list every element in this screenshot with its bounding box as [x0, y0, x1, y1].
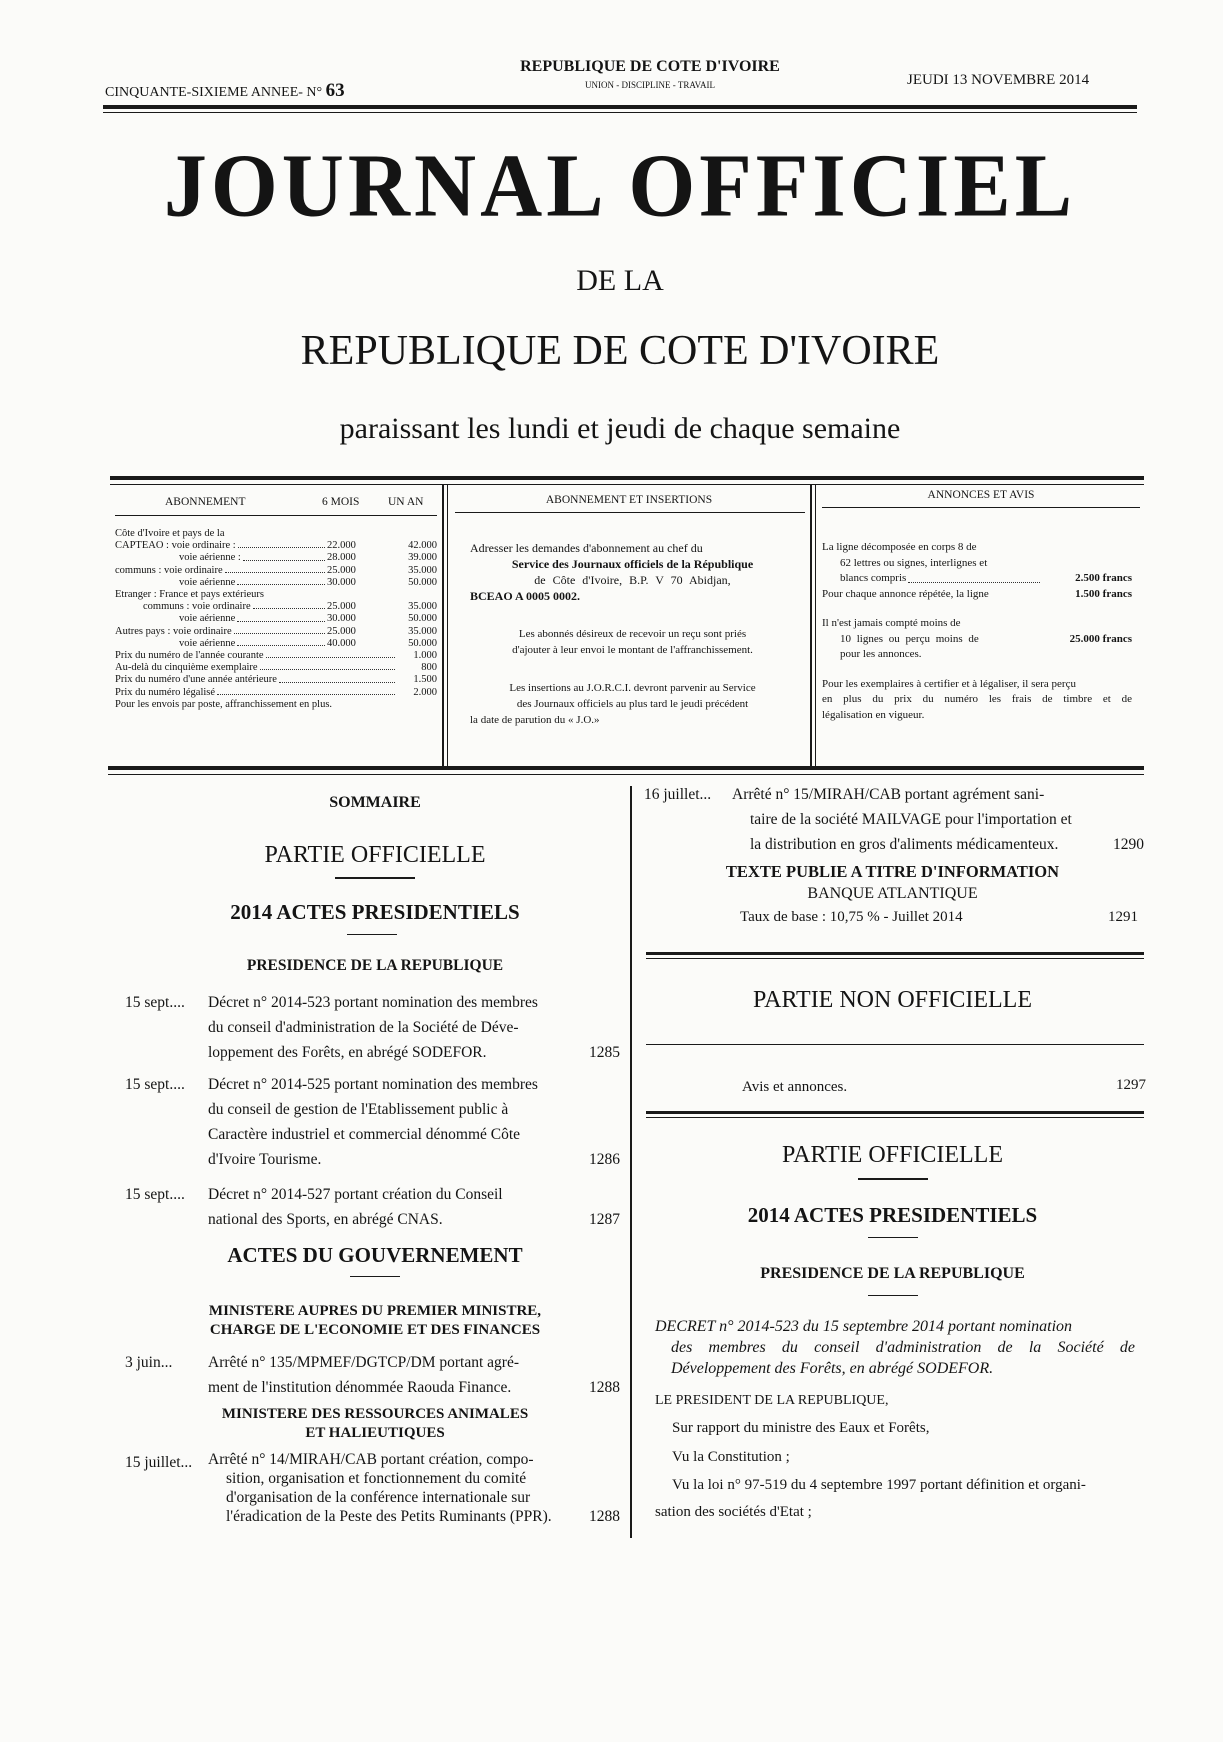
- partie-non-officielle: PARTIE NON OFFICIELLE: [752, 987, 1032, 1013]
- box-divider-1b: [447, 484, 448, 766]
- summary-short-rule-1: [335, 877, 415, 879]
- right-rule-3b: [646, 1117, 1144, 1118]
- banque-atlantique: BANQUE ATLANTIQUE: [807, 885, 978, 902]
- right-rule-1: [646, 952, 1144, 955]
- rate-row: communs : voie ordinaire 25.000 35.000: [143, 601, 437, 613]
- journal-title: JOURNAL OFFICIEL: [163, 134, 1077, 236]
- masthead-rule-top: [103, 105, 1137, 109]
- summary-short-rule-2: [347, 934, 397, 935]
- summary-actes-presidentiels: 2014 ACTES PRESIDENTIELS: [230, 900, 520, 924]
- vu-loi: Vu la loi n° 97-519 du 4 septembre 1997 portant définition et organi-: [672, 1477, 1086, 1493]
- right-rule-3: [646, 1111, 1144, 1114]
- body-partie-officielle: PARTIE OFFICIELLE: [781, 1142, 1003, 1168]
- rate-row: Au-delà du cinquième exemplaire 800: [115, 662, 437, 674]
- republic-header: REPUBLIQUE DE COTE D'IVOIRE: [520, 58, 780, 75]
- rate-row: voie aérienne 40.000 50.000: [179, 637, 437, 649]
- rate-row: Côte d'Ivoire et pays de la: [115, 528, 225, 539]
- sur-rapport: Sur rapport du ministre des Eaux et Forêts,: [672, 1420, 930, 1436]
- rate-row: voie aérienne 30.000 50.000: [179, 576, 437, 588]
- subscription-rates: [115, 528, 437, 711]
- rate-row: CAPTEAO : voie ordinaire : 22.000 42.000: [115, 540, 437, 552]
- summary-short-rule-3: [350, 1276, 400, 1277]
- taux-page: 1291: [1108, 909, 1138, 925]
- sommaire-title: SOMMAIRE: [329, 794, 421, 811]
- decret-title: DECRET n° 2014-523 du 15 septembre 2014 portant nomination des membres du conseil d'administration de la Société de Développement des Forêts, en abrégé SODEFOR.: [655, 1318, 1135, 1377]
- body-presidence: PRESIDENCE DE LA REPUBLIQUE: [760, 1265, 1025, 1282]
- vu-loi-continued: sation des sociétés d'Etat ;: [655, 1504, 812, 1520]
- body-short-rule-3: [868, 1295, 918, 1296]
- vu-constitution: Vu la Constitution ;: [672, 1449, 790, 1465]
- summary-ministere-economie: MINISTERE AUPRES DU PREMIER MINISTRE, CHARGE DE L'ECONOMIE ET DES FINANCES: [208, 1303, 542, 1338]
- summary-entry: 3 juin... Arrêté n° 135/MPMEF/DGTCP/DM portant agré- ment de l'institution dénommée Raouda Finance. 1288: [125, 1354, 620, 1396]
- insertions-title-rule: [455, 512, 805, 513]
- summary-entry: 15 sept.... Décret n° 2014-527 portant création du Conseil national des Sports, en abrégé CNAS. 1287: [125, 1186, 620, 1228]
- summary-ministere-ressources: MINISTERE DES RESSOURCES ANIMALES ET HALIEUTIQUES: [221, 1406, 529, 1441]
- body-short-rule-1: [858, 1178, 928, 1180]
- le-president: LE PRESIDENT DE LA REPUBLIQUE,: [655, 1393, 889, 1408]
- summary-entry: 16 juillet... Arrêté n° 15/MIRAH/CAB portant agrément sani- taire de la société MAILVAGE pour l'importation et la distribution en gros d'aliments médicamenteux. 1290: [644, 786, 1144, 853]
- insertions-text: Adresser les demandes d'abonnement au chef du Service des Journaux officiels de la République de Côte d'Ivoire, B.P. V 70 Abidjan, BCEAO A 0005 0002. Les abonnés désireux de recevoir un reçu sont priés d'ajouter à leur envoi le montant de l'affranchissement. Les insertions au J.O.R.C.I. devront parvenir au Service des Journaux officiels au plus tard le jeudi précédent la date de parution du « J.O.»: [470, 541, 756, 726]
- annonces-title-rule: [822, 507, 1140, 508]
- issue-date: JEUDI 13 NOVEMBRE 2014: [907, 72, 1090, 88]
- issue-number: CINQUANTE-SIXIEME ANNEE- N° 63: [105, 80, 345, 101]
- column-divider: [630, 786, 632, 1538]
- subscription-header-rule: [115, 515, 437, 516]
- box-divider-2: [810, 484, 812, 766]
- rate-row: Prix du numéro légalisé 2.000: [115, 686, 437, 698]
- summary-presidence: PRESIDENCE DE LA REPUBLIQUE: [246, 957, 504, 974]
- rate-row: Prix du numéro de l'année courante 1.000: [115, 650, 437, 662]
- journal-page: CINQUANTE-SIXIEME ANNEE- N° 63 REPUBLIQUE DE COTE D'IVOIRE UNION - DISCIPLINE - TRAVAIL JEUDI 13 NOVEMBRE 2014 JOURNAL OFFICIEL DE LA REPUBLIQUE DE COTE D'IVOIRE paraissant les lundi et jeudi de chaque semaine ABONNEMENT 6 MOIS UN AN Côte d'Ivoire et pays de la CAPTEAO : voie ordinaire : 22.000 42.000 voie aérienne : 28.000 39.000 communs : voie ordinaire 25.000 35.000 voie aérienne 30.000 50.000 Etranger : France et pays extérieurs communs : voie ordinaire 25.000 35.000 voie aérienne 30.000 50.000 Autres pays : voie ordinaire 25.000 35.000 voie aérienne 40.000 50.000 Prix du numéro de l'année courante 1.000 Au-delà du cinquième exemplaire 800 Prix du numéro d'une année antérieure 1.500 Prix du numéro légalisé 2.000 Pour les envois par poste, affranchissement en plus. ABONNEMENT ET INSERTIONS Adresser les demandes d'abonnement au chef du Service des Journaux officiels de la République de Côte d'Ivoire, B.P. V 70 Abidjan, BCEAO A 0005 0002. Les abonnés désireux de recevoir un reçu sont priés d'ajouter à leur envoi le montant de l'affranchissement. Les insertions au J.O.R.C.I. devront parvenir au Service des Journaux officiels au plus tard le jeudi précédent la date de parution du « J.O.» ANNONCES ET AVIS La ligne décomposée en corps 8 de 62 lettres ou signes, interlignes et blancs compris 2.500 francs Pour chaque annonce répétée, la ligne 1.500 francs Il n'est jamais compté moins de 10 lignes ou perçu moins de 25.000 francs pour les annonces. Pour les exemplaires à certifier et à légaliser, il sera perçu en plus du prix du numéro les frais de timbre et de légalisation en vigueur. SOMMAIRE PARTIE OFFICIELLE 2014 ACTES PRESIDENTIELS PRESIDENCE DE LA REPUBLIQUE 15 sept.... Décret n° 2014-523 portant nomination des membres du conseil d'administration de la Société de Déve- loppement des Forêts, en abrégé SODEFOR. 1285 15 sept.... Décret n° 2014-525 portant nomination des membres du conseil de gestion de l'Etablissement public à Caractère industriel et commercial dénommé Côte d'Ivoire Tourisme. 1286 15 sept.... Décret n° 2014-527 portant création du Conseil national des Sports, en abrégé CNAS. 1287 ACTES DU GOUVERNEMENT MINISTERE AUPRES DU PREMIER MINISTRE, CHARGE DE L'ECONOMIE ET DES FINANCES 3 juin... Arrêté n° 135/MPMEF/DGTCP/DM portant agré- ment de l'institution dénommée Raouda Finance. 1288 MINISTERE DES RESSOURCES ANIMALES ET HALIEUTIQUES 15 juillet... Arrêté n° 14/MIRAH/CAB portant création, compo- sition, organisation et fonctionnement du comité d'organisation de la conférence internationale sur l'éradication de la Peste des Petits Ruminants (PPR). 1288 16 juillet... Arrêté n° 15/MIRAH/CAB portant agrément sani- taire de la société MAILVAGE pour l'importation et la distribution en gros d'aliments médicamenteux. 1290 TEXTE PUBLIE A TITRE D'INFORMATION BANQUE ATLANTIQUE Taux de base : 10,75 % - Juillet 2014 1291 PARTIE NON OFFICIELLE Avis et annonces. 1297 PARTIE OFFICIELLE 2014 ACTES PRESIDENTIELS PRESIDENCE DE LA REPUBLIQUE DECRET n° 2014-523 du 15 septembre 2014 portant nomination des membres du conseil d'administration de la Société de Développement des Forêts, en abrégé SODEFOR. LE PRESIDENT DE LA REPUBLIQUE, Sur rapport du ministre des Eaux et Forêts, Vu la Constitution ; Vu la loi n° 97-519 du 4 septembre 1997 portant définition et organi- sation des sociétés d'Etat ;: [0, 0, 1223, 1742]
- texte-information: TEXTE PUBLIE A TITRE D'INFORMATION: [725, 862, 1060, 881]
- annonces-text: La ligne décomposée en corps 8 de 62 lettres ou signes, interlignes et blancs compris 2.500 francs Pour chaque annonce répétée, la ligne 1.500 francs Il n'est jamais compté moins de 10 lignes ou perçu moins de 25.000 francs pour les annonces. Pour les exemplaires à certifier et à légaliser, il sera perçu en plus du prix du numéro les frais de timbre et de légalisation en vigueur.: [822, 541, 1132, 721]
- summary-entry: 15 sept.... Décret n° 2014-523 portant nomination des membres du conseil d'administration de la Société de Déve- loppement des Forêts, en abrégé SODEFOR. 1285: [125, 994, 620, 1061]
- box-rule-top-thick: [110, 476, 1144, 480]
- summary-entry: 15 juillet... Arrêté n° 14/MIRAH/CAB portant création, compo- sition, organisation et fonctionnement du comité d'organisation de la conférence internationale sur l'éradication de la Peste des Petits Ruminants (PPR). 1288: [125, 1451, 620, 1525]
- insertions-title: ABONNEMENT ET INSERTIONS: [545, 494, 713, 506]
- rate-row: Prix du numéro d'une année antérieure 1.500: [115, 674, 437, 686]
- summary-entry: 15 sept.... Décret n° 2014-525 portant nomination des membres du conseil de gestion de l'Etablissement public à Caractère industriel et commercial dénommé Côte d'Ivoire Tourisme. 1286: [125, 1076, 620, 1168]
- body-actes-presidentiels: 2014 ACTES PRESIDENTIELS: [747, 1203, 1038, 1227]
- box-divider-1: [442, 484, 444, 766]
- box-divider-2b: [815, 484, 816, 766]
- motto: UNION - DISCIPLINE - TRAVAIL: [585, 80, 715, 90]
- rate-row: voie aérienne 30.000 50.000: [179, 613, 437, 625]
- rate-row: Pour les envois par poste, affranchissement en plus.: [115, 698, 333, 710]
- rate-row: voie aérienne : 28.000 39.000: [179, 552, 437, 564]
- right-rule-2: [646, 1044, 1144, 1045]
- body-short-rule-2: [868, 1237, 918, 1238]
- masthead-rule-bottom: [103, 112, 1137, 113]
- box-rule-top-thin: [110, 484, 1144, 485]
- avis-annonces: Avis et annonces.: [742, 1079, 848, 1095]
- box-rule-bottom-thin: [108, 774, 1144, 775]
- taux-de-base: Taux de base : 10,75 % - Juillet 2014: [740, 909, 963, 925]
- rate-row: Autres pays : voie ordinaire 25.000 35.000: [115, 625, 437, 637]
- summary-partie-officielle: PARTIE OFFICIELLE: [264, 842, 486, 868]
- rate-row: communs : voie ordinaire 25.000 35.000: [115, 564, 437, 576]
- summary-actes-gouvernement: ACTES DU GOUVERNEMENT: [227, 1243, 523, 1267]
- rate-row: Etranger : France et pays extérieurs: [115, 589, 264, 601]
- box-rule-bottom-thick: [108, 766, 1144, 770]
- publication-frequency: paraissant les lundi et jeudi de chaque semaine: [339, 412, 901, 445]
- avis-page: 1297: [1116, 1077, 1146, 1093]
- de-la: DE LA: [576, 264, 664, 297]
- annonces-title: ANNONCES ET AVIS: [927, 489, 1035, 501]
- country-title: REPUBLIQUE DE COTE D'IVOIRE: [300, 328, 940, 374]
- right-rule-1b: [646, 958, 1144, 959]
